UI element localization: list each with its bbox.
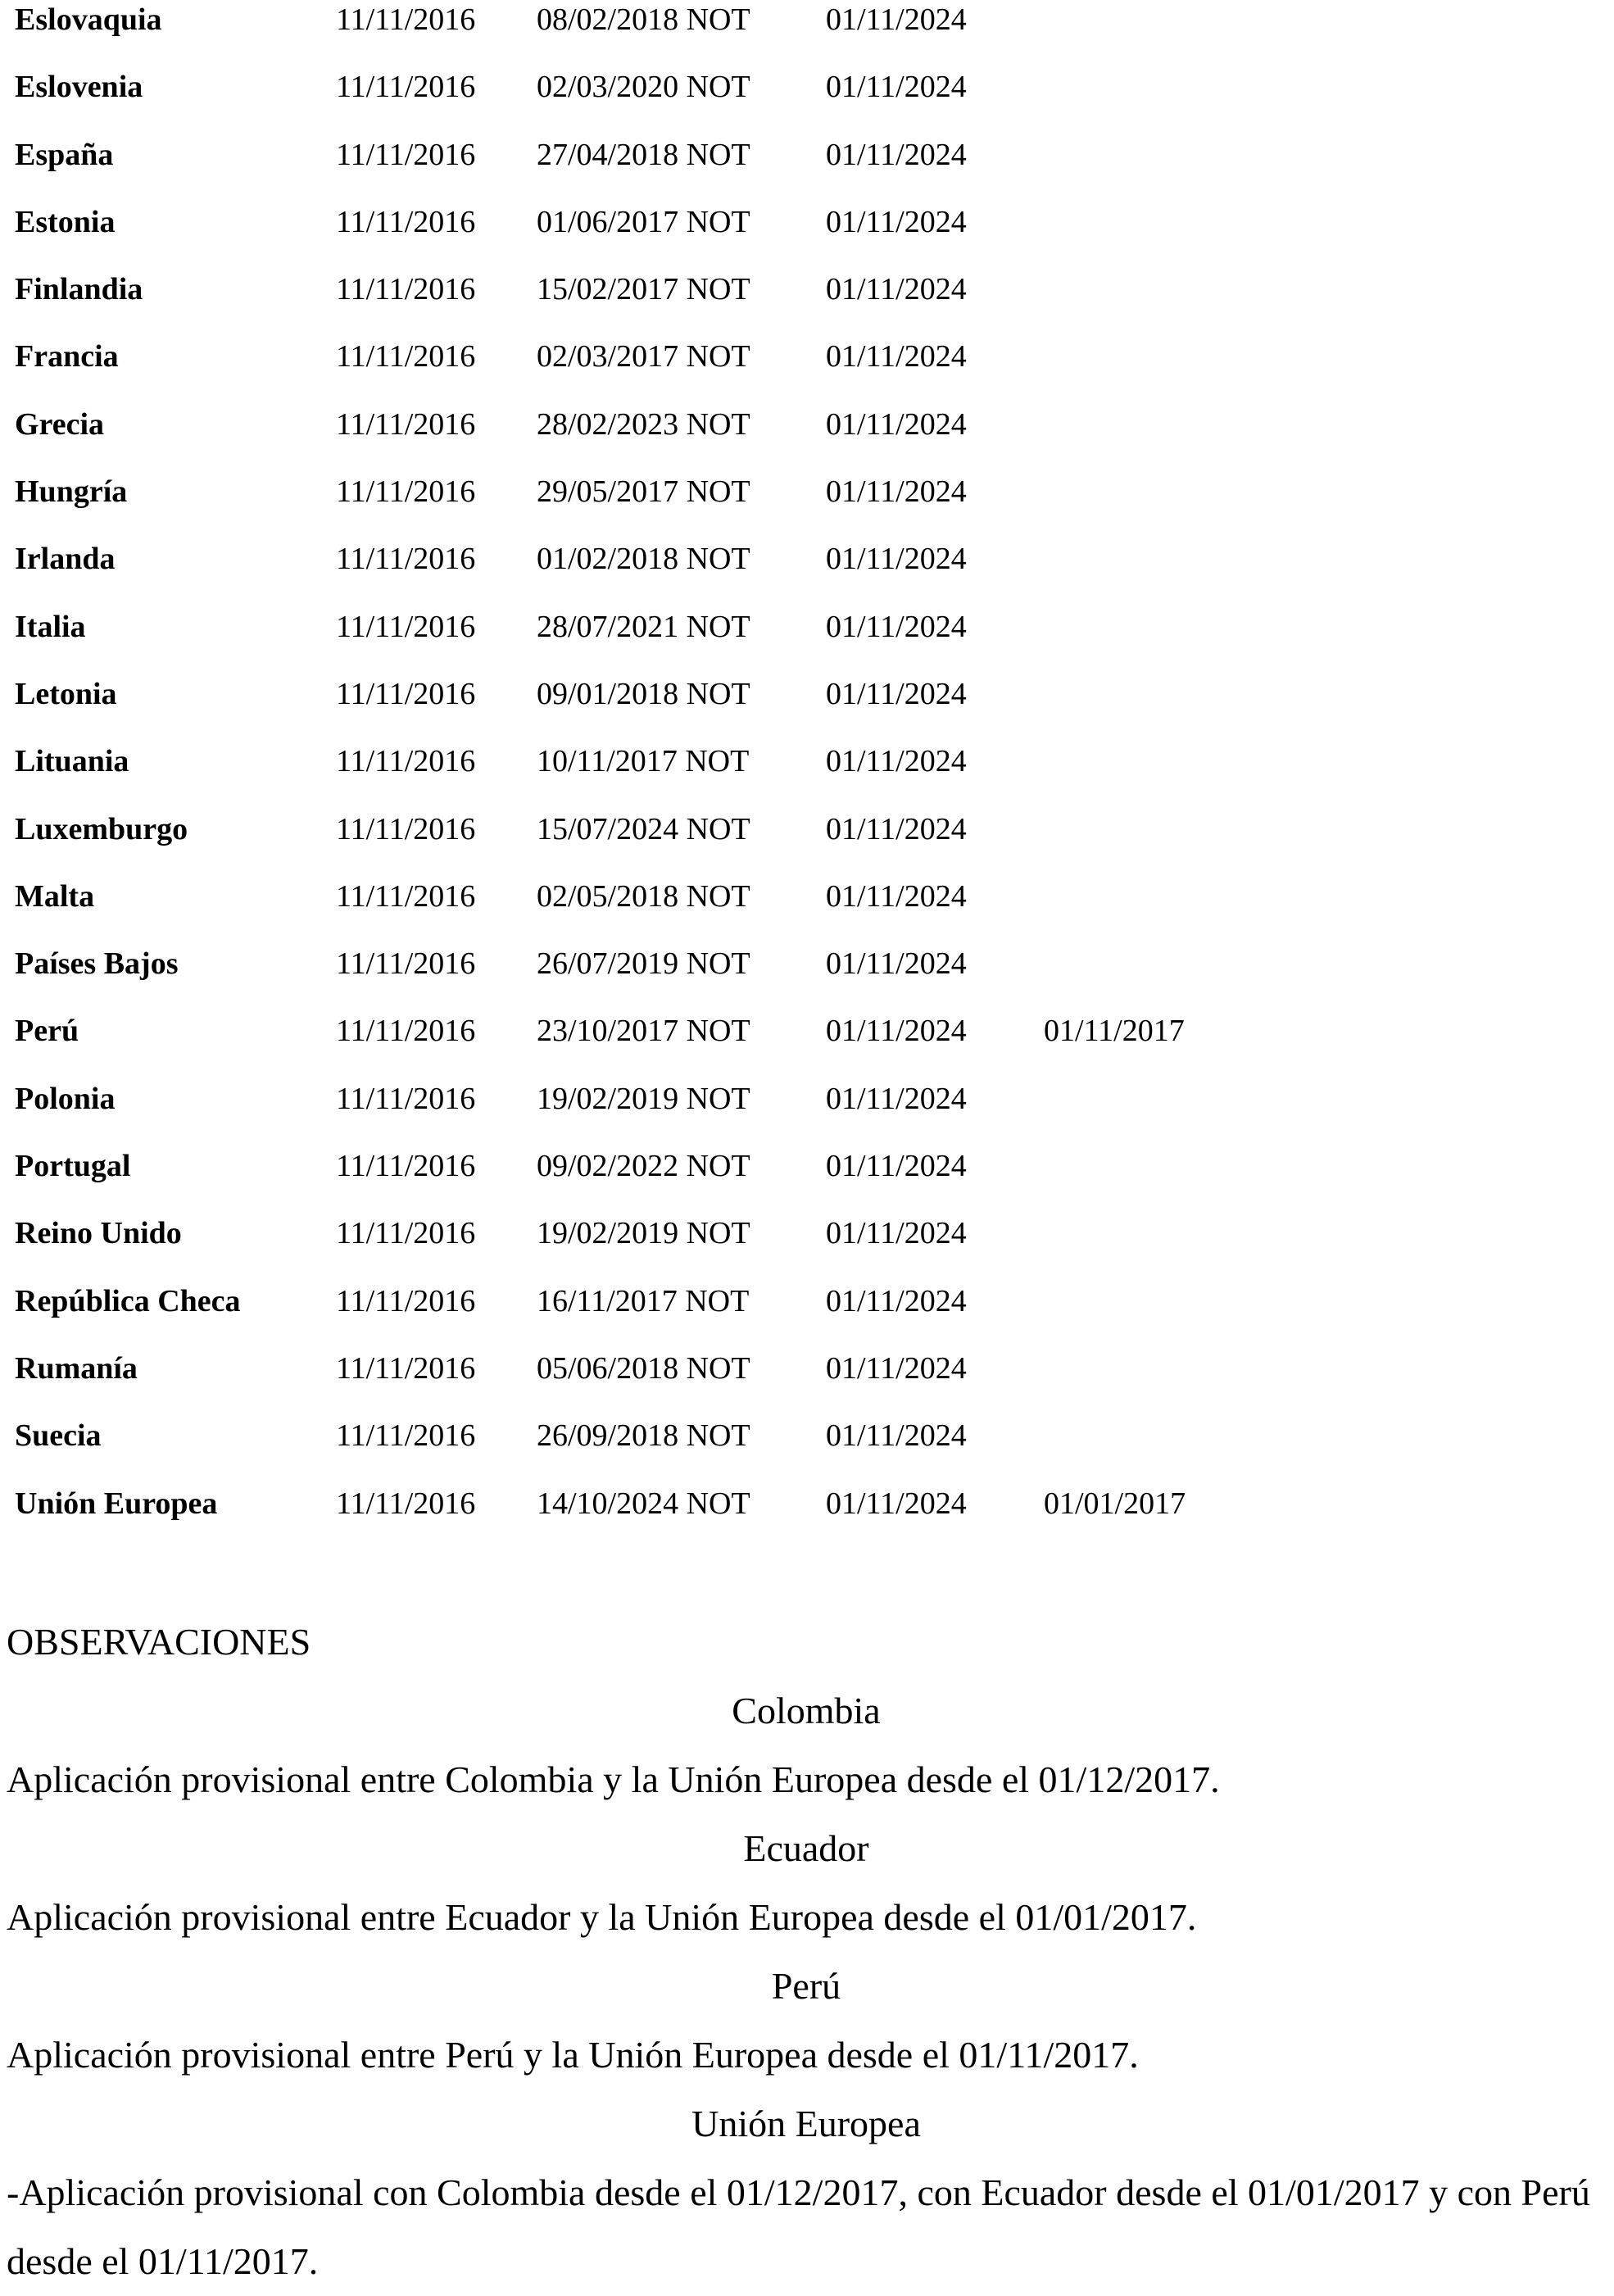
country-cell: Letonia [15,676,117,711]
deposit-date-cell: 09/01/2018 NOT [537,676,750,711]
signature-date-cell: 11/11/2016 [336,878,476,914]
deposit-date-cell: 26/09/2018 NOT [537,1418,750,1454]
country-cell: Eslovenia [15,70,143,105]
deposit-date-cell: 23/10/2017 NOT [537,1014,750,1049]
entry-into-force-cell: 01/11/2024 [826,272,967,307]
signature-date-cell: 11/11/2016 [336,609,476,644]
deposit-date-cell: 15/02/2017 NOT [537,272,750,307]
deposit-date-cell: 28/02/2023 NOT [537,406,750,442]
deposit-date-cell: 26/07/2019 NOT [537,946,750,982]
deposit-date-cell: 01/02/2018 NOT [537,542,750,577]
country-cell: Eslovaquia [15,2,162,37]
country-cell: Francia [15,339,119,374]
table-row [15,1011,1571,1078]
ratification-table [15,0,1571,1551]
deposit-date-cell: 15/07/2024 NOT [537,811,750,846]
country-cell: Hungría [15,474,128,510]
entry-into-force-cell: 01/11/2024 [826,878,967,914]
table-row [15,67,1571,134]
observation-text: Aplicación provisional entre Ecuador y la Unión Europea desde el 01/01/2017. [7,1896,1197,1938]
signature-date-cell: 11/11/2016 [336,542,476,577]
entry-into-force-cell: 01/11/2024 [826,406,967,442]
deposit-date-cell: 14/10/2024 NOT [537,1486,750,1521]
table-row [15,337,1571,404]
entry-into-force-cell: 01/11/2024 [826,1418,967,1454]
country-cell: Finlandia [15,272,143,307]
table-row [15,607,1571,674]
signature-date-cell: 11/11/2016 [336,946,476,982]
observations-title: OBSERVACIONES [7,1621,311,1663]
table-row [15,674,1571,742]
deposit-date-cell: 08/02/2018 NOT [537,2,750,37]
table-row [15,539,1571,606]
entry-into-force-cell: 01/11/2024 [826,70,967,105]
deposit-date-cell: 29/05/2017 NOT [537,474,750,510]
signature-date-cell: 11/11/2016 [336,204,476,239]
signature-date-cell: 11/11/2016 [336,1014,476,1049]
entry-into-force-cell: 01/11/2024 [826,137,967,172]
deposit-date-cell: 16/11/2017 NOT [537,1283,750,1318]
observation-country-heading: Colombia [732,1690,881,1731]
entry-into-force-cell: 01/11/2024 [826,1283,967,1318]
deposit-date-cell: 10/11/2017 NOT [537,744,750,779]
country-cell: Unión Europea [15,1486,218,1521]
signature-date-cell: 11/11/2016 [336,744,476,779]
entry-into-force-cell: 01/11/2024 [826,1149,967,1184]
country-cell: Suecia [15,1418,102,1454]
country-cell: Luxemburgo [15,811,188,846]
table-row [15,1484,1571,1551]
country-cell: Rumanía [15,1350,138,1386]
table-row [15,1214,1571,1281]
country-cell: Perú [15,1014,79,1049]
observation-text: Aplicación provisional entre Perú y la Unión Europea desde el 01/11/2017. [7,2034,1139,2076]
signature-date-cell: 11/11/2016 [336,676,476,711]
signature-date-cell: 11/11/2016 [336,2,476,37]
observations-section [7,1608,1612,2296]
deposit-date-cell: 19/02/2019 NOT [537,1081,750,1116]
signature-date-cell: 11/11/2016 [336,1283,476,1318]
entry-into-force-cell: 01/11/2024 [826,339,967,374]
entry-into-force-cell: 01/11/2024 [826,676,967,711]
entry-into-force-cell: 01/11/2024 [826,946,967,982]
deposit-date-cell: 05/06/2018 NOT [537,1350,750,1386]
deposit-date-cell: 27/04/2018 NOT [537,137,750,172]
country-cell: España [15,137,114,172]
entry-into-force-cell: 01/11/2024 [826,744,967,779]
country-cell: Reino Unido [15,1216,182,1251]
entry-into-force-cell: 01/11/2024 [826,542,967,577]
table-row [15,202,1571,270]
table-row [15,742,1571,809]
deposit-date-cell: 02/03/2020 NOT [537,70,750,105]
table-row [15,1282,1571,1349]
table-row [15,135,1571,202]
entry-into-force-cell: 01/11/2024 [826,811,967,846]
country-cell: Estonia [15,204,116,239]
entry-into-force-cell: 01/11/2024 [826,2,967,37]
entry-into-force-cell: 01/11/2024 [826,1350,967,1386]
deposit-date-cell: 02/03/2017 NOT [537,339,750,374]
country-cell: Polonia [15,1081,116,1116]
table-row [15,270,1571,337]
table-row [15,1079,1571,1146]
observations-list [7,1677,1612,2296]
entry-into-force-cell: 01/11/2024 [826,1014,967,1049]
entry-into-force-cell: 01/11/2024 [826,1486,967,1521]
signature-date-cell: 11/11/2016 [336,1486,476,1521]
signature-date-cell: 11/11/2016 [336,1350,476,1386]
entry-into-force-cell: 01/11/2024 [826,1081,967,1116]
table-row [15,405,1571,472]
country-cell: Grecia [15,406,105,442]
observation-text: Aplicación provisional entre Colombia y la Unión Europea desde el 01/12/2017. [7,1758,1220,1800]
observation-country-heading: Unión Europea [691,2103,921,2144]
deposit-date-cell: 09/02/2022 NOT [537,1149,750,1184]
deposit-date-cell: 01/06/2017 NOT [537,204,750,239]
table-row [15,877,1571,944]
entry-into-force-cell: 01/11/2024 [826,1216,967,1251]
table-row [15,1416,1571,1483]
signature-date-cell: 11/11/2016 [336,1216,476,1251]
signature-date-cell: 11/11/2016 [336,339,476,374]
entry-into-force-cell: 01/11/2024 [826,609,967,644]
signature-date-cell: 11/11/2016 [336,137,476,172]
country-cell: Países Bajos [15,946,179,982]
provisional-application-cell: 01/01/2017 [1044,1486,1186,1521]
observation-country-heading: Perú [771,1965,841,2007]
country-cell: Italia [15,609,86,644]
table-row [15,472,1571,539]
deposit-date-cell: 02/05/2018 NOT [537,878,750,914]
entry-into-force-cell: 01/11/2024 [826,204,967,239]
signature-date-cell: 11/11/2016 [336,474,476,510]
country-cell: República Checa [15,1283,241,1318]
signature-date-cell: 11/11/2016 [336,1418,476,1454]
table-row [15,810,1571,877]
observation-country-heading: Ecuador [743,1827,869,1869]
signature-date-cell: 11/11/2016 [336,1149,476,1184]
signature-date-cell: 11/11/2016 [336,272,476,307]
table-row [15,0,1571,67]
country-cell: Portugal [15,1149,131,1184]
country-cell: Malta [15,878,95,914]
signature-date-cell: 11/11/2016 [336,70,476,105]
country-cell: Lituania [15,744,129,779]
provisional-application-cell: 01/11/2017 [1044,1014,1185,1049]
table-row [15,1146,1571,1214]
country-cell: Irlanda [15,542,116,577]
deposit-date-cell: 19/02/2019 NOT [537,1216,750,1251]
observation-text: -Aplicación provisional con Colombia desde el 01/12/2017, con Ecuador desde el 01/01/2017 y con Perú desde el 01/11/2017. [7,2171,1590,2282]
signature-date-cell: 11/11/2016 [336,1081,476,1116]
entry-into-force-cell: 01/11/2024 [826,474,967,510]
table-row [15,944,1571,1011]
signature-date-cell: 11/11/2016 [336,406,476,442]
deposit-date-cell: 28/07/2021 NOT [537,609,750,644]
signature-date-cell: 11/11/2016 [336,811,476,846]
table-row [15,1349,1571,1416]
